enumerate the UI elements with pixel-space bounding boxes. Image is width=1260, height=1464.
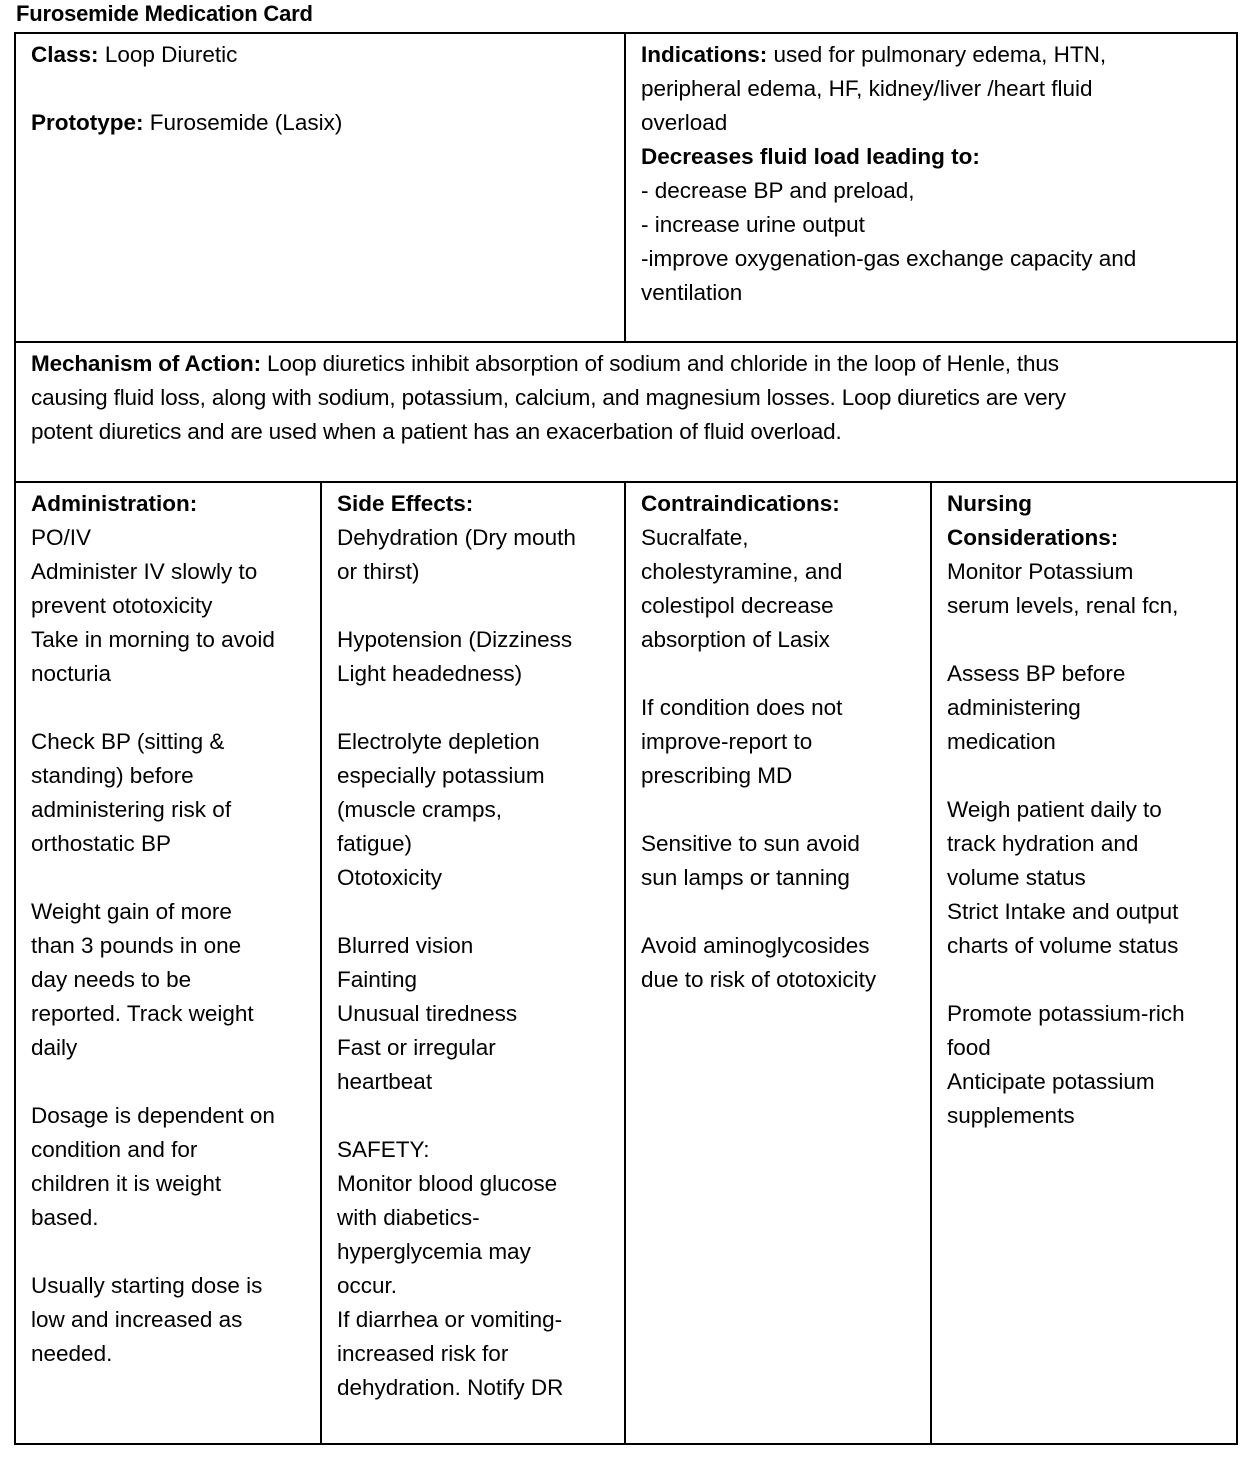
column-text-line: serum levels, renal fcn, [947,593,1179,618]
indications-effect: - increase urine output [641,212,865,237]
column-text-line: dehydration. Notify DR [337,1375,564,1400]
column-text-line: Fainting [337,967,418,992]
blank-line [947,759,1222,793]
column-text-line: based. [31,1205,99,1230]
column-text-line: Unusual tiredness [337,1001,518,1026]
column-text-line: Weigh patient daily to [947,797,1162,822]
column-text-line: food [947,1035,991,1060]
column-text-line: Monitor blood glucose [337,1171,558,1196]
column-heading: Considerations: [947,525,1119,550]
column-text-line: heartbeat [337,1069,433,1094]
blank-line [641,895,916,929]
column-text-line: Hypotension (Dizziness [337,627,573,652]
indications-subheading: Decreases fluid load leading to: [641,144,980,169]
column-text-line: medication [947,729,1056,754]
column-text-line: cholestyramine, and [641,559,843,584]
column-text-line: Monitor Potassium [947,559,1134,584]
column-text-line: PO/IV [31,525,92,550]
column-text-line: orthostatic BP [31,831,172,856]
column-text-line: Check BP (sitting & [31,729,225,754]
column-text-line: fatigue) [337,831,413,856]
column-text-line: standing) before [31,763,194,788]
blank-line [641,793,916,827]
column-text-line: nocturia [31,661,112,686]
blank-line [31,691,306,725]
column-text-line: volume status [947,865,1086,890]
mechanism-cell [16,343,1236,481]
column-text-line: Anticipate potassium [947,1069,1155,1094]
column-text-line: Dosage is dependent on [31,1103,275,1128]
column-text-line: Ototoxicity [337,865,443,890]
class-prototype-cell [16,34,624,341]
indications-text: overload [641,110,728,135]
column-text-line: track hydration and [947,831,1139,856]
column-text-line: Weight gain of more [31,899,232,924]
column-text-line: especially potassium [337,763,545,788]
blank-line [947,963,1222,997]
column-text-line: prevent ototoxicity [31,593,213,618]
column-text-line: administering [947,695,1081,720]
class-label: Class: [31,42,99,67]
column-text-line: occur. [337,1273,398,1298]
blank-line [31,1065,306,1099]
column-text-line: colestipol decrease [641,593,834,618]
column-text-line: prescribing MD [641,763,793,788]
column-text-line: due to risk of ototoxicity [641,967,877,992]
indications-cell [626,34,1236,341]
side-effects-cell [322,483,624,1445]
column-text-line: SAFETY: [337,1137,430,1162]
column-text-line: or thirst) [337,559,420,584]
column-text-line: absorption of Lasix [641,627,830,652]
indications-text: peripheral edema, HF, kidney/liver /heart fluid [641,76,1093,101]
column-text-line: condition and for [31,1137,198,1162]
column-text-line: sun lamps or tanning [641,865,850,890]
spacer [31,72,610,106]
column-text-line: administering risk of [31,797,232,822]
indications-text: used for pulmonary edema, HTN, [767,42,1107,67]
column-text-line: reported. Track weight [31,1001,254,1026]
column-text-line: with diabetics- [337,1205,480,1230]
administration-cell [16,483,320,1445]
column-text-line: (muscle cramps, [337,797,503,822]
column-heading: Side Effects: [337,491,474,516]
class-value: Loop Diuretic [104,42,238,67]
blank-line [31,1235,306,1269]
mechanism-row [31,347,1222,381]
column-text-line: daily [31,1035,78,1060]
prototype-label: Prototype: [31,110,144,135]
indications-effect: - decrease BP and preload, [641,178,915,203]
column-text-line: increased risk for [337,1341,509,1366]
column-text-line: Take in morning to avoid [31,627,275,652]
indications-effect: -improve oxygenation-gas exchange capacity and [641,246,1137,271]
blank-line [947,623,1222,657]
column-text-line: Blurred vision [337,933,474,958]
document-title: Furosemide Medication Card [16,1,313,26]
contraindications-cell [626,483,930,1445]
blank-line [337,691,610,725]
mechanism-label: Mechanism of Action: [31,351,261,376]
column-text-line: than 3 pounds in one [31,933,242,958]
nursing-considerations-cell [932,483,1236,1445]
column-text-line: Strict Intake and output [947,899,1179,924]
blank-line [31,861,306,895]
column-heading: Nursing [947,491,1033,516]
column-heading: Administration: [31,491,198,516]
column-text-line: Avoid aminoglycosides [641,933,870,958]
prototype-value: Furosemide (Lasix) [149,110,343,135]
column-text-line: Sucralfate, [641,525,749,550]
column-heading: Contraindications: [641,491,840,516]
mechanism-text: causing fluid loss, along with sodium, potassium, calcium, and magnesium losses. Loop diuretics are very [31,385,1066,410]
indications-label: Indications: [641,42,768,67]
column-text-line: If diarrhea or vomiting- [337,1307,563,1332]
column-text-line: Electrolyte depletion [337,729,540,754]
column-text-line: Dehydration (Dry mouth [337,525,576,550]
column-text-line: improve-report to [641,729,813,754]
column-text-line: Sensitive to sun avoid [641,831,860,856]
column-text-line: hyperglycemia may [337,1239,531,1264]
blank-line [337,895,610,929]
column-text-line: Promote potassium-rich [947,1001,1185,1026]
column-text-line: Light headedness) [337,661,523,686]
column-text-line: low and increased as [31,1307,243,1332]
blank-line [641,657,916,691]
blank-line [337,589,610,623]
column-text-line: Administer IV slowly to [31,559,258,584]
column-text-line: Fast or irregular [337,1035,496,1060]
column-text-line: needed. [31,1341,113,1366]
column-text-line: day needs to be [31,967,192,992]
column-text-line: Usually starting dose is [31,1273,263,1298]
class-row [31,38,610,72]
prototype-row [31,106,610,140]
column-text-line: children it is weight [31,1171,222,1196]
indications-row [641,38,1222,72]
column-text-line: If condition does not [641,695,843,720]
indications-effect: ventilation [641,280,743,305]
blank-line [337,1099,610,1133]
column-text-line: charts of volume status [947,933,1179,958]
mechanism-text: potent diuretics and are used when a patient has an exacerbation of fluid overload. [31,419,842,444]
column-text-line: supplements [947,1103,1075,1128]
medication-card-table [14,32,1238,1445]
mechanism-text: Loop diuretics inhibit absorption of sodium and chloride in the loop of Henle, thus [260,351,1059,376]
column-text-line: Assess BP before [947,661,1126,686]
